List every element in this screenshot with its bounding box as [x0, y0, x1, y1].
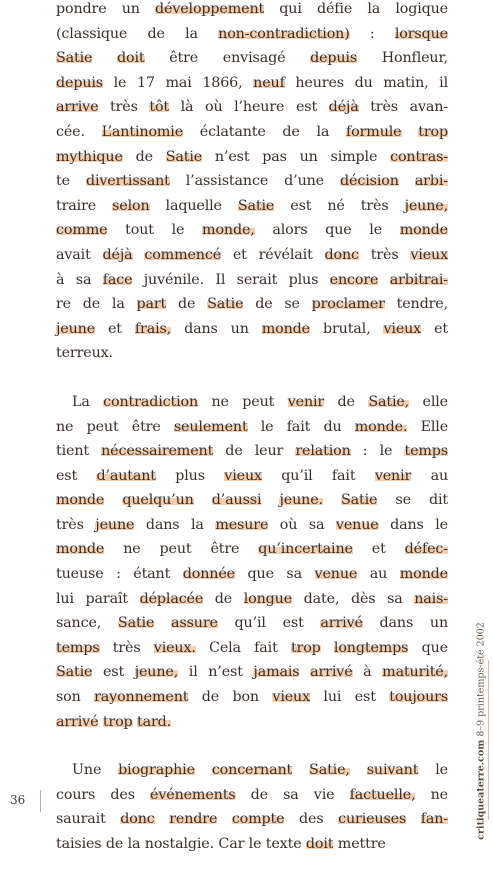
text-line: comme tout le monde, alors que le monde	[56, 222, 448, 239]
text-line: très jeune dans la mesure où sa venue dans le	[56, 516, 448, 533]
paragraph	[56, 0, 448, 366]
text-line: est d’autant plus vieux qu’il fait venir au	[56, 467, 448, 484]
text-line: son rayonnement de bon vieux lui est toujours	[56, 689, 448, 706]
text-line: pondre un développement qui défie la logique	[56, 1, 448, 17]
body-text	[56, 0, 448, 881]
text-line: à sa face juvénile. Il serait plus encore arbitrai-	[56, 271, 448, 288]
text-line: mythique de Satie n’est pas un simple contras-	[56, 148, 448, 165]
text-line: tient nécessairement de leur relation : le temps	[56, 443, 448, 460]
text-line: saurait donc rendre compte des curieuses fan-	[56, 811, 448, 828]
text-line: cours des événements de sa vie factuelle, ne	[56, 786, 448, 803]
text-line: avait déjà commencé et révélait donc très vieux	[56, 246, 448, 263]
text-line: arrivé trop tard.	[56, 713, 172, 730]
text-line: sance, Satie assure qu’il est arrivé dans un	[56, 615, 449, 632]
text-line: taisies de la nostalgie. Car le texte doit mettre	[56, 836, 386, 852]
page-number: 36	[10, 793, 26, 807]
journal-title: critiqueaterre.com	[475, 739, 487, 840]
text-line: La contradiction ne peut venir de Satie, elle	[72, 393, 448, 410]
text-line: temps très vieux. Cela fait trop longtemps que	[56, 639, 448, 656]
text-line: ne peut être seulement le fait du monde. Elle	[56, 418, 449, 435]
text-line: traire selon laquelle Satie est né très jeune,	[56, 197, 448, 214]
folio-rule	[40, 790, 41, 812]
text-line: terreux.	[56, 345, 113, 362]
text-line: Satie doit être envisagé depuis Honfleur,	[56, 50, 448, 67]
text-line: cée. L’antinomie éclatante de la formule trop	[56, 123, 448, 140]
text-line: lui paraît déplacée de longue date, dès sa nais-	[56, 590, 448, 607]
text-line: Satie est jeune, il n’est jamais arrivé à maturité,	[56, 664, 448, 681]
text-line: tueuse : étant donnée que sa venue au monde	[56, 566, 448, 583]
text-line: re de la part de Satie de se proclamer tendre,	[56, 296, 448, 313]
text-line: jeune et frais, dans un monde brutal, vieux et	[56, 320, 448, 337]
running-footer	[473, 622, 489, 840]
text-line: arrive très tôt là où l’heure est déjà très avan-	[56, 99, 448, 116]
text-line: Une biographie concernant Satie, suivant le	[72, 762, 448, 779]
paragraph	[56, 390, 448, 734]
text-line: monde quelqu’un d’aussi jeune. Satie se dit	[56, 492, 448, 509]
text-line: (classique de la non-contradiction) : lorsque	[56, 25, 448, 42]
text-line: te divertissant l’assistance d’une décision arbi-	[56, 173, 448, 190]
text-line: monde ne peut être qu’incertaine et défec-	[56, 541, 448, 558]
issue-info: 8–9 printemps-été 2002	[475, 622, 487, 740]
text-line: depuis le 17 mai 1866, neuf heures du matin, il	[56, 74, 448, 91]
